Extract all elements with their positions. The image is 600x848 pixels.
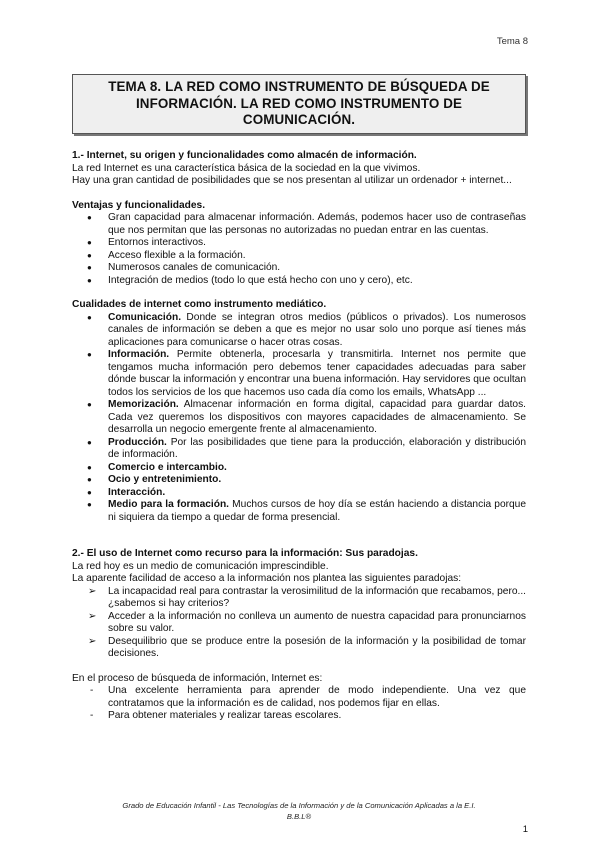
list-item-text: Gran capacidad para almacenar información. Además, podemos hacer uso de contraseñas que nos permitan que las personas no autorizadas no puedan entrar en las cuentas. bbox=[108, 212, 526, 236]
list-item-text: Muchos cursos de hoy día se están haciendo a distancia porque ni siquiera da tiempo a quedar de forma presencial. bbox=[108, 499, 527, 523]
list-item-term: Comercio e intercambio. bbox=[108, 461, 227, 473]
list-item bbox=[72, 437, 526, 462]
list-item-text: Integración de medios (todo lo que está hecho con uno y cero), etc. bbox=[108, 274, 413, 286]
page-footer bbox=[72, 800, 526, 822]
ventajas-list bbox=[72, 212, 526, 287]
bullet-icon: ● bbox=[87, 213, 92, 222]
section1-paragraph-1: La red Internet es una característica básica de la sociedad en la que vivimos. bbox=[72, 162, 421, 174]
busqueda-intro: En el proceso de búsqueda de información, Internet es: bbox=[72, 672, 323, 684]
title-box bbox=[72, 74, 526, 134]
list-item-text: Por las posibilidades que tiene para la producción, elaboración y distribución de información. bbox=[108, 436, 526, 460]
list-item-text: Entornos interactivos. bbox=[108, 237, 206, 248]
list-item-term: Producción. bbox=[108, 436, 167, 448]
list-item-text: Permite obtenerla, procesarla y transmitirla. Internet nos permite que tengamos mucha información pero debemos tener capacidades adecuadas para saber dónde buscar la información y encontrar una buena información. Hay servidores que ocultan todos los servicios de los que hacemos uso cada día como los emails, WhatsApp ... bbox=[108, 349, 526, 398]
list-item bbox=[72, 586, 526, 611]
bullet-icon: ● bbox=[87, 275, 92, 285]
bullet-icon: ● bbox=[87, 500, 92, 509]
page-header-tema: Tema 8 bbox=[496, 36, 528, 47]
list-item-term: Memorización. bbox=[108, 399, 179, 410]
arrow-icon: ➢ bbox=[88, 585, 97, 597]
list-item-term: Ocio y entretenimiento. bbox=[108, 474, 222, 485]
list-item bbox=[72, 487, 526, 500]
list-item bbox=[72, 474, 526, 487]
bullet-icon: ● bbox=[87, 487, 92, 497]
list-item-term: Comunicación. bbox=[108, 311, 182, 323]
dash-icon: - bbox=[90, 710, 94, 721]
list-item bbox=[72, 262, 526, 275]
bullet-icon: ● bbox=[87, 475, 92, 484]
bullet-icon: ● bbox=[87, 437, 92, 447]
list-item bbox=[72, 462, 526, 475]
list-item bbox=[72, 312, 526, 350]
list-item-term: Medio para la formación. bbox=[108, 499, 230, 510]
arrow-icon: ➢ bbox=[88, 610, 97, 622]
ventajas-heading: Ventajas y funcionalidades. bbox=[72, 199, 206, 211]
list-item bbox=[72, 636, 526, 661]
list-item-text: Para obtener materiales y realizar tareas escolares. bbox=[108, 710, 342, 721]
bullet-icon: ● bbox=[87, 312, 92, 322]
page-number: 1 bbox=[522, 824, 528, 835]
section2-heading: 2.- El uso de Internet como recurso para la información: Sus paradojas. bbox=[72, 548, 418, 559]
list-item-text: Donde se integran otros medios (públicos o privados). Los numerosos canales de información se deben a que es mejor no usar solo uno porque así tienes más aplicaciones para comunicarse o hacer otras cosas. bbox=[108, 311, 526, 348]
bullet-icon: ● bbox=[87, 400, 92, 409]
list-item-text: Almacenar información en forma digital, capacidad para guardar datos. Cada vez queremos los dispositivos con mayores capacidades de almacenamiento. Se desarrolla un negocio emergente frente al almacenamiento. bbox=[108, 399, 526, 435]
list-item bbox=[72, 237, 526, 250]
section1-heading: 1.- Internet, su origen y funcionalidades como almacén de información. bbox=[72, 150, 417, 161]
list-item bbox=[72, 611, 526, 636]
list-item bbox=[72, 710, 526, 723]
list-item-term: Información. bbox=[108, 349, 170, 360]
bullet-icon: ● bbox=[87, 462, 92, 472]
list-item-text: Acceso flexible a la formación. bbox=[108, 249, 246, 261]
list-item bbox=[72, 349, 526, 399]
list-item bbox=[72, 275, 526, 288]
document-body bbox=[72, 150, 526, 723]
bullet-icon: ● bbox=[87, 238, 92, 247]
busqueda-list bbox=[72, 685, 526, 723]
list-item-text: La incapacidad real para contrastar la verosimilitud de la información que recabamos, pero... ¿sabemos si hay criterios? bbox=[108, 585, 526, 609]
list-item-term: Interacción. bbox=[108, 486, 166, 498]
dash-icon: - bbox=[90, 685, 94, 696]
list-item-text: Numerosos canales de comunicación. bbox=[108, 262, 281, 273]
list-item-text: Desequilibrio que se produce entre la posesión de la información y la posibilidad de tomar decisiones. bbox=[108, 635, 526, 659]
list-item bbox=[72, 685, 526, 710]
bullet-icon: ● bbox=[87, 263, 92, 272]
section2-paragraph-1: La red hoy es un medio de comunicación imprescindible. bbox=[72, 560, 329, 572]
list-item-text: Acceder a la información no conlleva un aumento de nuestra capacidad para pronunciarnos sobre su valor. bbox=[108, 610, 526, 634]
footer-line-2: B.B.L® bbox=[286, 812, 312, 821]
bullet-icon: ● bbox=[87, 250, 92, 260]
list-item bbox=[72, 250, 526, 263]
cualidades-list bbox=[72, 312, 526, 525]
section2-paragraph-2: La aparente facilidad de acceso a la información nos plantea las siguientes paradojas: bbox=[72, 573, 462, 584]
list-item bbox=[72, 399, 526, 437]
section1-paragraph-2: Hay una gran cantidad de posibilidades que se nos presentan al utilizar un ordenador + internet... bbox=[72, 175, 512, 186]
cualidades-heading: Cualidades de internet como instrumento mediático. bbox=[72, 299, 327, 310]
footer-line-1: Grado de Educación Infantil - Las Tecnologías de la Información y de la Comunicación Aplicadas a la E.I. bbox=[122, 801, 476, 810]
page-title: TEMA 8. LA RED COMO INSTRUMENTO DE BÚSQUEDA DE INFORMACIÓN. LA RED COMO INSTRUMENTO DE COMUNICACIÓN. bbox=[108, 79, 490, 128]
paradojas-list bbox=[72, 586, 526, 661]
arrow-icon: ➢ bbox=[88, 635, 97, 647]
list-item-text: Una excelente herramienta para aprender de modo independiente. Una vez que contratamos que la información es de calidad, nos podemos fijar en ellas. bbox=[108, 685, 526, 709]
bullet-icon: ● bbox=[87, 350, 92, 359]
list-item bbox=[72, 499, 526, 524]
list-item bbox=[72, 212, 526, 237]
